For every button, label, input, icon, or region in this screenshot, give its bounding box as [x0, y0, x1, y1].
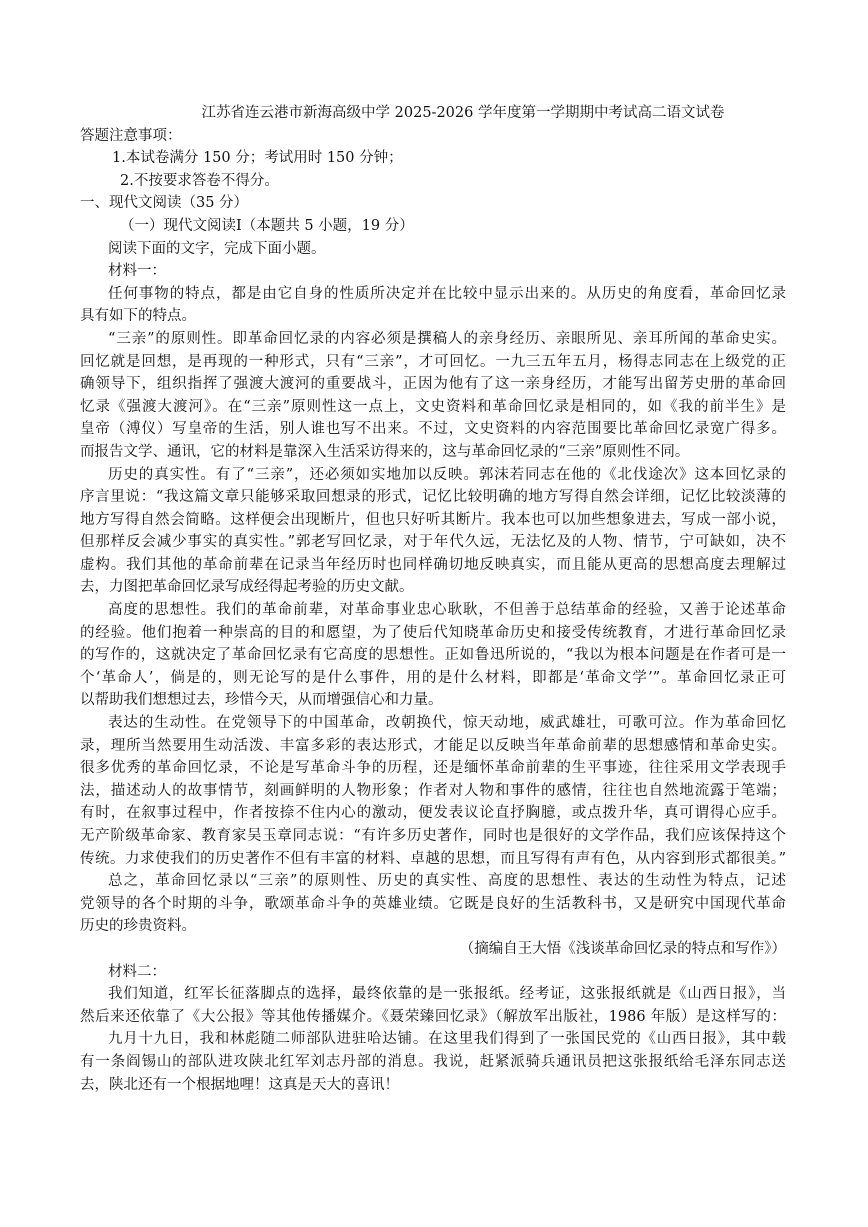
paragraph-line: 确领导下，组织指挥了强渡大渡河的重要战斗，正因为他有了这一亲身经历，才能写出留芳史册的革命回	[80, 376, 786, 393]
paragraph-line: 地方写得自然会简略。这样便会出现断片，但也只好听其断片。我本也可以加些想象进去，写成一部小说，	[80, 511, 786, 528]
paragraph-line: 高度的思想性。我们的革命前辈，对革命事业忠心耿耿，不但善于总结革命的经验，又善于论述革命	[108, 602, 786, 619]
paragraph-line: 无产阶级革命家、教育家吴玉章同志说：“有许多历史著作，同时也是很好的文学作品，我们应该保持这个	[80, 828, 786, 844]
paragraph-line: 九月十九日，我和林彪随二师部队进驻哈达铺。在这里我们得到了一张国民党的《山西日报》，其中载	[108, 1031, 786, 1048]
paragraph-line: 以帮助我们想想过去，珍惜今天，从而增强信心和力量。	[80, 692, 443, 709]
paragraph-line: 回忆就是回想，是再现的一种形式，只有“三亲”，才可回忆。一九三五年五月，杨得志同志在上级党的正	[80, 353, 786, 370]
paragraph-line: 历史的珍贵资料。	[80, 918, 196, 935]
paragraph-5	[80, 712, 786, 870]
paragraph-line: 但那样反会减少事实的真实性。”郭老写回忆录，对于年代久远，无法忆及的人物、情节，宁可缺如，决不	[80, 534, 786, 551]
paragraph-line: 然后来还依靠了《大公报》等其他传播媒介。《聂荣臻回忆录》（解放军出版社，1986 年版）是这样写的：	[80, 1008, 786, 1025]
paragraph-line: 很多优秀的革命回忆录，不论是写革命斗争的历程，还是缅怀革命前辈的生平事迹，往往采用文学表现手	[80, 760, 786, 777]
paragraph-line: 表达的生动性。在党领导下的中国革命，改朝换代，惊天动地，威武雄壮，可歌可泣。作为革命回忆	[108, 715, 786, 732]
paragraph-line: 的写作的，这就决定了革命回忆录有它高度的思想性。正如鲁迅所说的，“我以为根本问题是在作者可是一	[80, 647, 786, 664]
paragraph-3	[80, 464, 786, 600]
paragraph-line: 传统。力求使我们的历史著作不但有丰富的材料、卓越的思想，而且写得有声有色，从内容到形式都很美。”	[80, 850, 786, 867]
paragraph-line: 个‘革命人’，倘是的，则无论写的是什么事件，用的是什么材料，即都是‘革命文学’”。革命回忆录正可	[80, 669, 786, 686]
paragraph-line: 历史的真实性。有了“三亲”，还必须如实地加以反映。郭沫若同志在他的《北伐途次》这本回忆录的	[108, 466, 786, 483]
section-heading: 一、现代文阅读（35 分）	[80, 195, 249, 212]
paragraph-line: 我们知道，红军长征落脚点的选择，最终依靠的是一张报纸。经考证，这张报纸就是《山西日报》，当	[108, 986, 786, 1003]
paragraph-line: 去，陕北还有一个根据地哩！这真是天大的喜讯！	[80, 1076, 399, 1093]
paragraph-line: 去，力图把革命回忆录写成经得起考验的历史文献。	[80, 579, 414, 596]
instruction-text: 阅读下面的文字，完成下面小题。	[108, 240, 326, 257]
paragraph-line: “三亲”的原则性。即革命回忆录的内容必须是撰稿人的亲身经历、亲眼所见、亲耳所闻的革命史实。	[108, 330, 786, 347]
paragraph-line: 而报告文学、通讯，它的材料是靠深入生活采访得来的，这与革命回忆录的“三亲”原则性不同。	[80, 443, 690, 460]
paragraph-8	[80, 1028, 786, 1096]
subsection-heading: （一）现代文阅读Ⅰ（本题共 5 小题，19 分）	[120, 217, 414, 234]
paragraph-line: 任何事物的特点，都是由它自身的性质所决定并在比较中显示出来的。从历史的角度看，革命回忆录	[108, 285, 786, 302]
notice-heading: 答题注意事项：	[80, 127, 182, 144]
material-1-label: 材料一：	[108, 263, 166, 280]
paragraph-line: 序言里说：“我这篇文章只能够采取回想录的形式，记忆比较明确的地方写得自然会详细，记忆比较淡薄的	[80, 489, 786, 506]
paragraph-line: 有时，在叙事过程中，作者按捺不住内心的激动，便发表议论直抒胸臆，或点拨升华，真可谓得心应手。	[80, 805, 786, 822]
exam-title: 江苏省连云港市新海高级中学 2025-2026 学年度第一学期期中考试高二语文试卷	[201, 105, 725, 121]
paragraph-line: 皇帝（溥仪）写皇帝的生活，别人谁也写不出来。不过，文史资料的内容范围要比革命回忆录宽广得多。	[80, 421, 786, 438]
exam-page	[80, 102, 786, 1096]
paragraph-line: 具有如下的特点。	[80, 308, 196, 325]
paragraph-line: 虚构。我们其他的革命前辈在记录当年经历时也同样确切地反映真实，而且能从更高的思想高度去理解过	[80, 556, 786, 573]
paragraph-line: 总之，革命回忆录以“三亲”的原则性、历史的真实性、高度的思想性、表达的生动性为特点，记述	[108, 873, 786, 890]
paragraph-line: 录，理所当然要用生动活泼、丰富多彩的表达形式，才能足以反映当年革命前辈的思想感情和革命史实。	[80, 737, 786, 754]
paragraph-line: 有一条阎锡山的部队进攻陕北红军刘志丹部的消息。我说，赶紧派骑兵通讯员把这张报纸给毛泽东同志送	[80, 1053, 786, 1070]
paragraph-2	[80, 328, 786, 464]
paragraph-line: 忆录《强渡大渡河》。在“三亲”原则性这一点上，文史资料和革命回忆录是相同的，如《我的前半生》是	[80, 398, 786, 415]
paragraph-7	[80, 983, 786, 1028]
notice-item-1: 1.本试卷满分 150 分；考试用时 150 分钟；	[112, 150, 403, 167]
paragraph-6	[80, 870, 786, 938]
source-citation: （摘编自王大悟《浅谈革命回忆录的特点和写作》）	[459, 940, 786, 957]
paragraph-4	[80, 599, 786, 712]
notice-item-2: 2.不按要求答卷不得分。	[120, 172, 279, 189]
paragraph-line: 党领导的各个时期的斗争，歌颂革命斗争的英雄业绩。它既是良好的生活教科书，又是研究中国现代革命	[80, 895, 786, 912]
paragraph-1	[80, 283, 786, 328]
material-2-label: 材料二：	[108, 963, 166, 980]
paragraph-line: 的经验。他们抱着一种崇高的目的和愿望，为了使后代知晓革命历史和接受传统教育，才进行革命回忆录	[80, 624, 786, 641]
paragraph-line: 法，描述动人的故事情节，刻画鲜明的人物形象；作者对人物和事件的感情，往往也自然地流露于笔端；	[80, 782, 786, 799]
